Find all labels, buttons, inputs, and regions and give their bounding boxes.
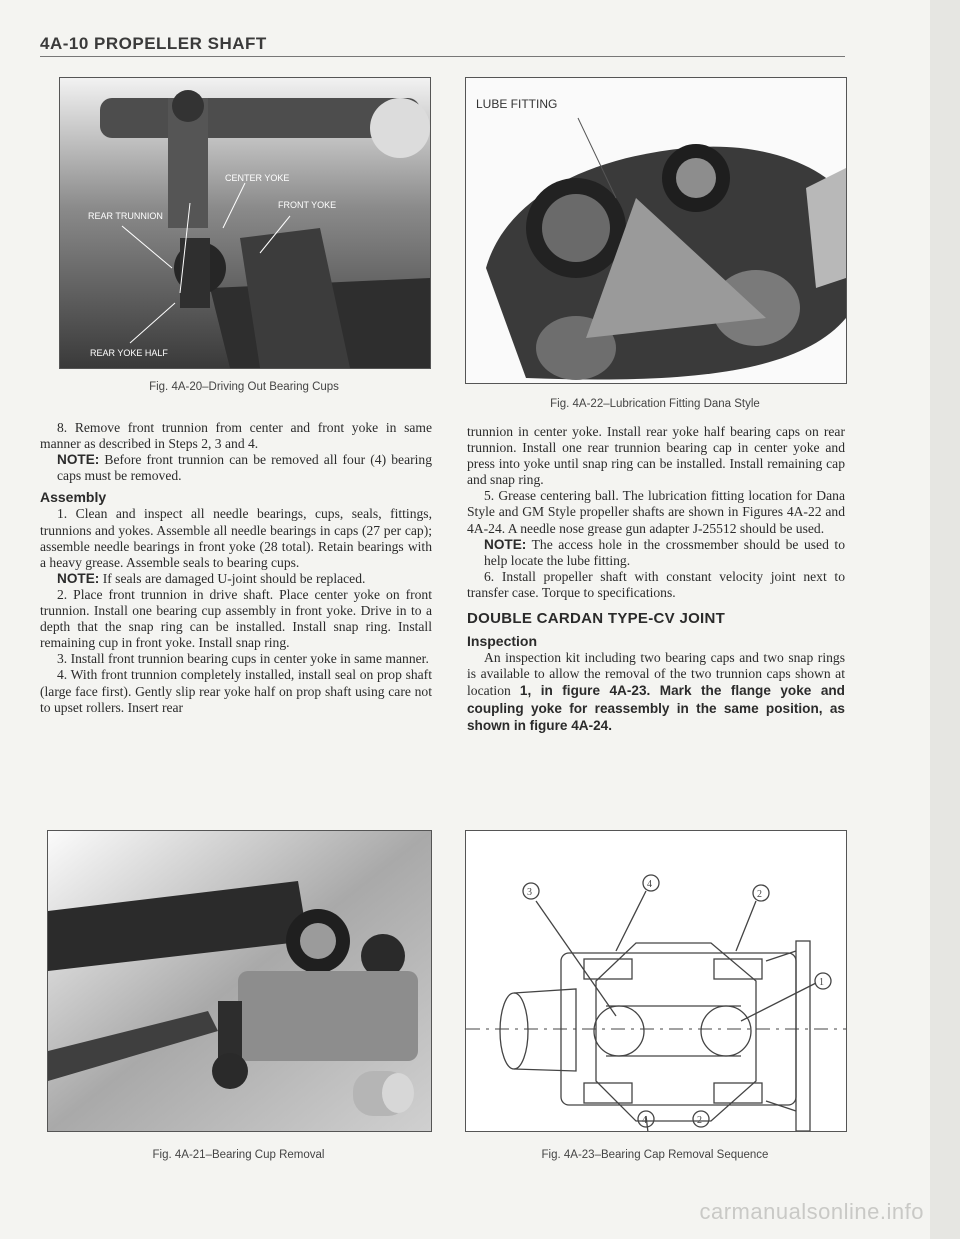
label-center-yoke: CENTER YOKE — [225, 173, 290, 183]
caption-fig-4a-22: Fig. 4A-22–Lubrication Fitting Dana Style — [550, 398, 760, 410]
caption-fig-4a-21: Fig. 4A-21–Bearing Cup Removal — [152, 1149, 325, 1161]
note-2-label: NOTE: — [57, 570, 100, 586]
inspection-text: An inspection kit including two bearing caps and two snap rings is available to allow the removal of the two trunnion caps shown at location — [467, 650, 845, 699]
header-rule — [40, 56, 845, 57]
watermark: carmanualsonline.info — [699, 1199, 924, 1224]
figure-4a-22 — [465, 77, 847, 384]
note-1-text: Before front trunnion can be removed all four (4) bearing caps must be removed. — [57, 452, 432, 484]
assembly-heading: Assembly — [40, 489, 107, 506]
photo-lubrication-fitting — [466, 78, 846, 383]
inspection-heading: Inspection — [467, 633, 538, 650]
photo-bearing-cup-removal — [48, 831, 431, 1131]
step-5: 5. Grease centering ball. The lubrication fitting location for Dana Style and GM Style propeller shafts are shown in Figures 4A-22 and 4A-24. A needle nose grease gun adapter J-25512 should be used. — [467, 488, 845, 536]
note-2 — [40, 571, 432, 587]
note-3 — [467, 537, 845, 569]
step-2: 2. Place front trunnion in drive shaft. Place center yoke on front trunnion. Install one bearing cup assembly in front yoke. Drive in to a depth that the snap ring can be installed. Install snap ring. Install remaining cup in front yoke. Install snap ring. — [40, 586, 432, 651]
callout-4-bottom: 4 — [642, 1115, 647, 1126]
note-1-label: NOTE: — [57, 452, 100, 468]
note-3-label: NOTE: — [484, 536, 527, 552]
section-heading-double-cardan: DOUBLE CARDAN TYPE-CV JOINT — [467, 610, 726, 628]
inspection-bold-text: 1, in figure 4A-23. Mark the flange yoke and coupling yoke for reassembly in the same position, as shown in figure 4A-24. — [467, 683, 845, 733]
inspection-paragraph — [467, 650, 845, 733]
callout-2-bottom: 2 — [697, 1115, 702, 1126]
label-front-yoke: FRONT YOKE — [278, 200, 337, 210]
label-rear-trunnion: REAR TRUNNION — [88, 211, 163, 221]
step-4: 4. With front trunnion completely installed, install seal on prop shaft (large face first). Gently slip rear yoke half on prop shaft using care not to upset rollers. Insert rear — [40, 667, 432, 715]
step-8: 8. Remove front trunnion from center and front yoke in same manner as described in Steps 2, 3 and 4. — [40, 420, 432, 452]
note-1 — [40, 452, 432, 484]
figure-4a-21 — [47, 830, 432, 1132]
left-column-text — [40, 420, 432, 716]
note-2-text: If seals are damaged U-joint should be replaced. — [99, 570, 366, 586]
photo-driving-out-bearing-cups — [60, 78, 430, 368]
callout-1: 1 — [819, 977, 824, 988]
figure-4a-20 — [59, 77, 431, 369]
continued-text: trunnion in center yoke. Install rear yoke half bearing caps on rear trunnion. Install one rear trunnion bearing cap in center yoke and press into yoke until snap ring can be installed. Install remaining cap and snap ring. — [467, 424, 845, 488]
label-rear-yoke-half: REAR YOKE HALF — [90, 348, 168, 358]
callout-3: 3 — [527, 887, 532, 898]
diagram-bearing-cap-removal-sequence — [466, 831, 846, 1131]
step-3: 3. Install front trunnion bearing cups in center yoke in same manner. — [57, 651, 429, 667]
page-header: 4A-10 PROPELLER SHAFT — [40, 34, 267, 53]
callout-2-top: 2 — [757, 889, 762, 900]
step-1: 1. Clean and inspect all needle bearings, cups, seals, fittings, trunnions and yokes. Assemble all needle bearings in caps (27 per cap); assemble needle bearings in front yoke (28 total). Retain bearings with a heavy grease. Assemble seals to bearing cups. — [40, 506, 432, 570]
step-6: 6. Install propeller shaft with constant velocity joint next to transfer case. Torque to specifications. — [467, 568, 845, 600]
page-edge — [930, 0, 960, 1239]
label-lube-fitting: LUBE FITTING — [476, 97, 558, 111]
note-3-text: The access hole in the crossmember should be used to help locate the lube fitting. — [484, 536, 845, 568]
caption-fig-4a-20: Fig. 4A-20–Driving Out Bearing Cups — [149, 381, 339, 393]
caption-fig-4a-23: Fig. 4A-23–Bearing Cap Removal Sequence — [541, 1149, 769, 1161]
callout-4-top: 4 — [647, 879, 652, 890]
right-column-text — [467, 424, 845, 734]
figure-4a-23 — [465, 830, 847, 1132]
